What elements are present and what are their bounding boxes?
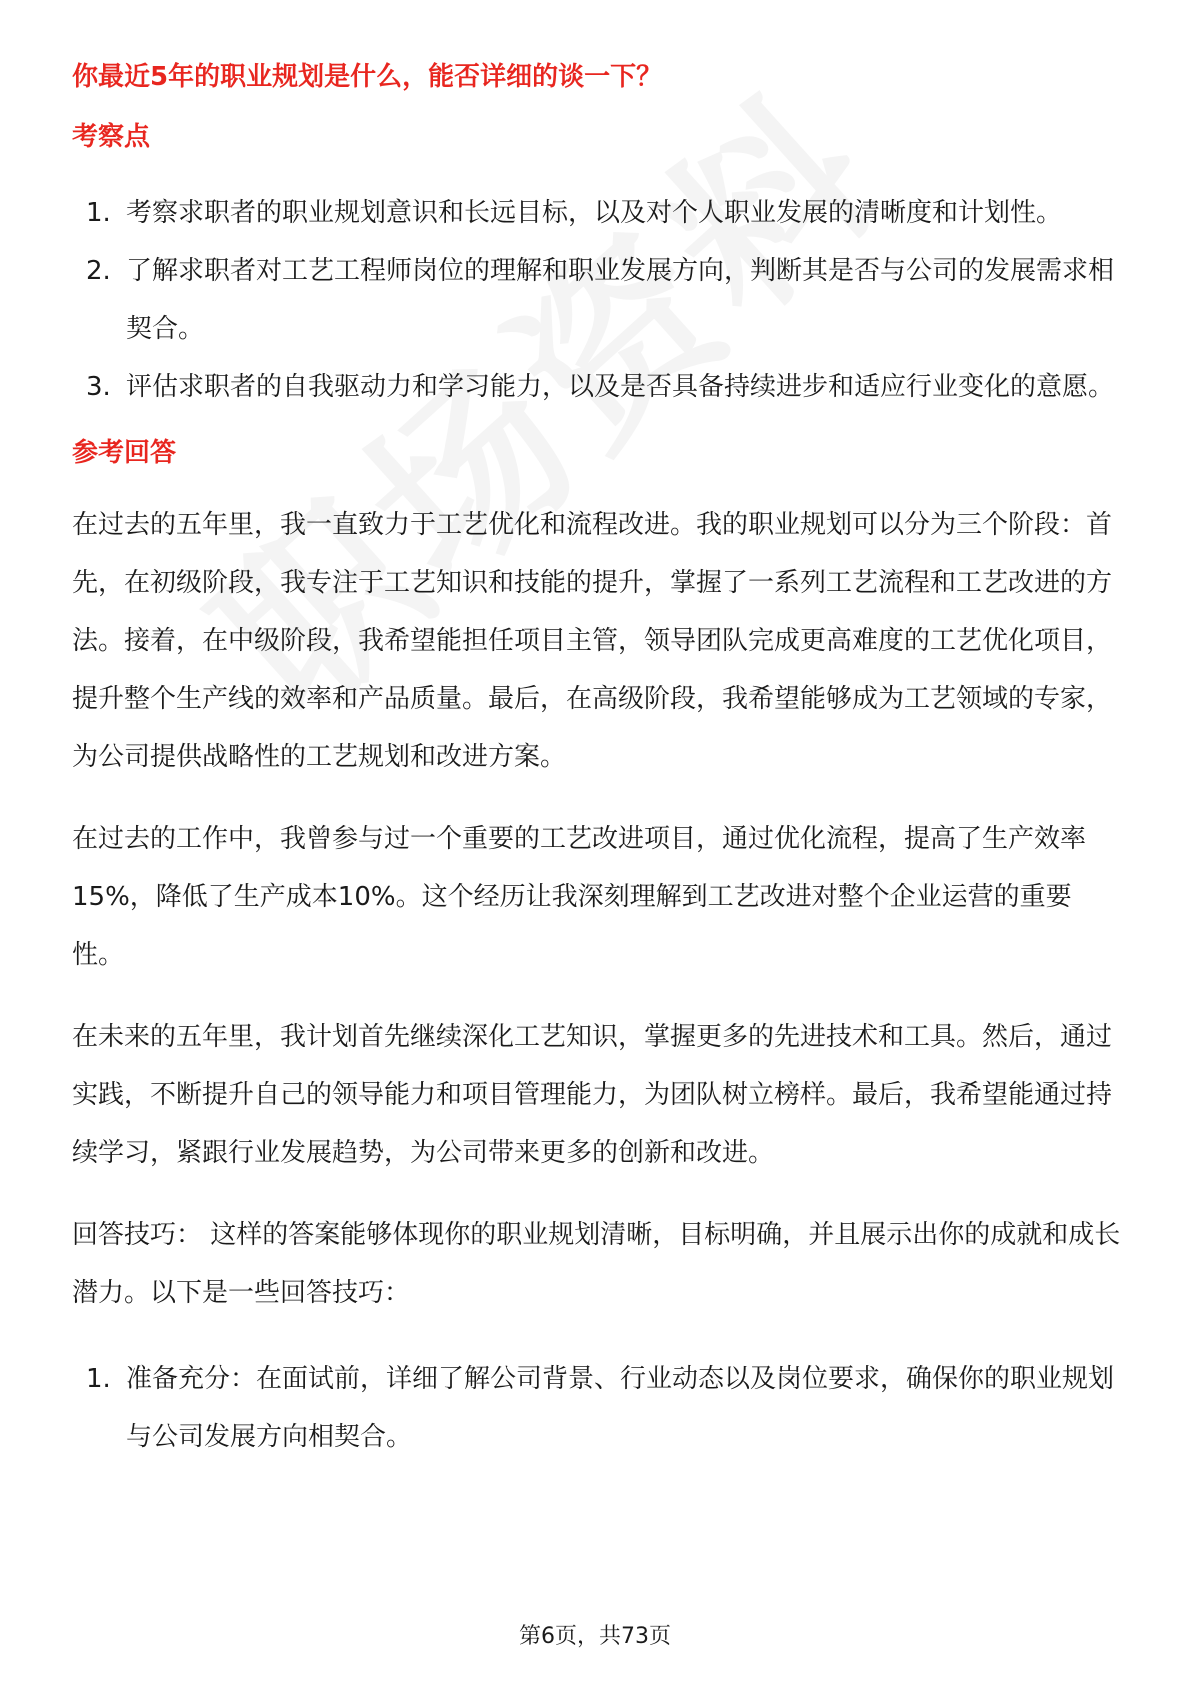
list-item — [72, 1350, 1122, 1466]
list-number: 2. — [86, 256, 111, 286]
list-number: 3. — [86, 372, 111, 402]
section-title-reference-answer: 参考回答 — [72, 438, 177, 468]
page-footer: 第6页，共73页 — [519, 1624, 671, 1649]
tips-list — [72, 1350, 1122, 1466]
answer-tips-paragraph: 回答技巧： 这样的答案能够体现你的职业规划清晰，目标明确，并且展示出你的成就和成长潜力。以下是一些回答技巧： — [72, 1220, 1121, 1308]
list-number: 1. — [86, 1364, 111, 1394]
list-item-text: 评估求职者的自我驱动力和学习能力，以及是否具备持续进步和适应行业变化的意愿。 — [126, 372, 1115, 402]
list-item-text: 准备充分：在面试前，详细了解公司背景、行业动态以及岗位要求，确保你的职业规划与公司发展方向相契合。 — [126, 1364, 1115, 1452]
answer-paragraph: 在未来的五年里，我计划首先继续深化工艺知识，掌握更多的先进技术和工具。然后，通过实践，不断提升自己的领导能力和项目管理能力，为团队树立榜样。最后，我希望能通过持续学习，紧跟行业发展趋势，为公司带来更多的创新和改进。 — [72, 1022, 1113, 1168]
section-title-assessment: 考察点 — [72, 122, 151, 152]
list-item-text: 考察求职者的职业规划意识和长远目标，以及对个人职业发展的清晰度和计划性。 — [126, 198, 1063, 228]
question-heading: 你最近5年的职业规划是什么，能否详细的谈一下？ — [72, 62, 663, 92]
answer-paragraph: 在过去的工作中，我曾参与过一个重要的工艺改进项目，通过优化流程，提高了生产效率15%，降低了生产成本10%。这个经历让我深刻理解到工艺改进对整个企业运营的重要性。 — [72, 824, 1087, 970]
list-item-text: 了解求职者对工艺工程师岗位的理解和职业发展方向，判断其是否与公司的发展需求相契合。 — [126, 256, 1115, 344]
answer-paragraph: 在过去的五年里，我一直致力于工艺优化和流程改进。我的职业规划可以分为三个阶段：首先，在初级阶段，我专注于工艺知识和技能的提升，掌握了一系列工艺流程和工艺改进的方法。接着，在中级阶段，我希望能担任项目主管，领导团队完成更高难度的工艺优化项目，提升整个生产线的效率和产品质量。最后，在高级阶段，我希望能够成为工艺领域的专家，为公司提供战略性的工艺规划和改进方案。 — [72, 510, 1113, 772]
assessment-list — [72, 184, 1122, 416]
list-item — [72, 242, 1122, 358]
list-number: 1. — [86, 198, 111, 228]
list-item — [72, 184, 1122, 242]
list-item — [72, 358, 1122, 416]
page-content — [72, 58, 1122, 1466]
